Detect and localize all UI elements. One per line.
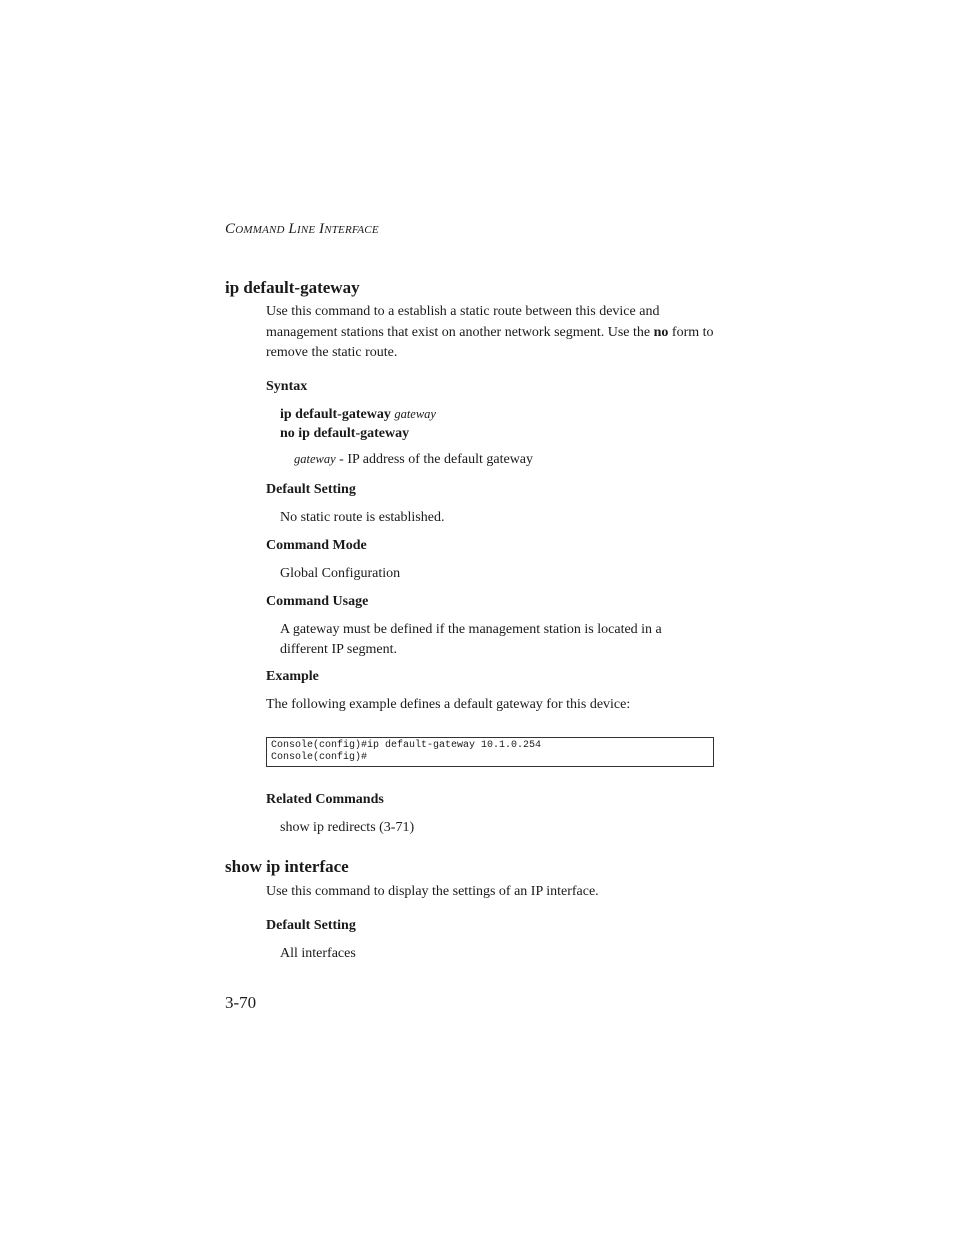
command-mode-text: Global Configuration [280, 566, 401, 581]
default-setting-heading: Default Setting [266, 482, 356, 497]
default-setting-text: No static route is established. [280, 510, 445, 525]
running-head: COMMAND LINE INTERFACE [225, 221, 379, 237]
command-usage-text: A gateway must be defined if the management station is located in a different IP segment. [280, 622, 662, 657]
section1-intro: Use this command to a establish a static route between this device and management stations that exist on another network segment. Use the no form to remove the static route. [266, 304, 714, 360]
related-commands-heading: Related Commands [266, 792, 384, 807]
example-text: The following example defines a default gateway for this device: [266, 697, 631, 712]
syntax-line-1: ip default-gateway gateway [280, 407, 436, 422]
command-usage-heading: Command Usage [266, 594, 369, 609]
section-title-show-ip-interface: show ip interface [225, 857, 349, 876]
command-mode-heading: Command Mode [266, 538, 367, 553]
related-commands-text: show ip redirects (3-71) [280, 820, 415, 835]
section2-default-heading: Default Setting [266, 918, 356, 933]
example-heading: Example [266, 669, 319, 684]
section2-default-text: All interfaces [280, 946, 356, 961]
syntax-line-2: no ip default-gateway [280, 425, 410, 441]
code-line: Console(config)# [271, 752, 368, 763]
syntax-block [280, 405, 710, 443]
code-example [266, 737, 714, 767]
section-title-ip-default-gateway: ip default-gateway [225, 278, 360, 297]
code-line: Console(config)#ip default-gateway 10.1.0.254 [271, 740, 542, 751]
section2-intro: Use this command to display the settings of an IP interface. [266, 884, 599, 899]
parameter-description: gateway - IP address of the default gateway [294, 452, 534, 467]
syntax-heading: Syntax [266, 379, 308, 394]
page-number: 3-70 [225, 993, 257, 1012]
